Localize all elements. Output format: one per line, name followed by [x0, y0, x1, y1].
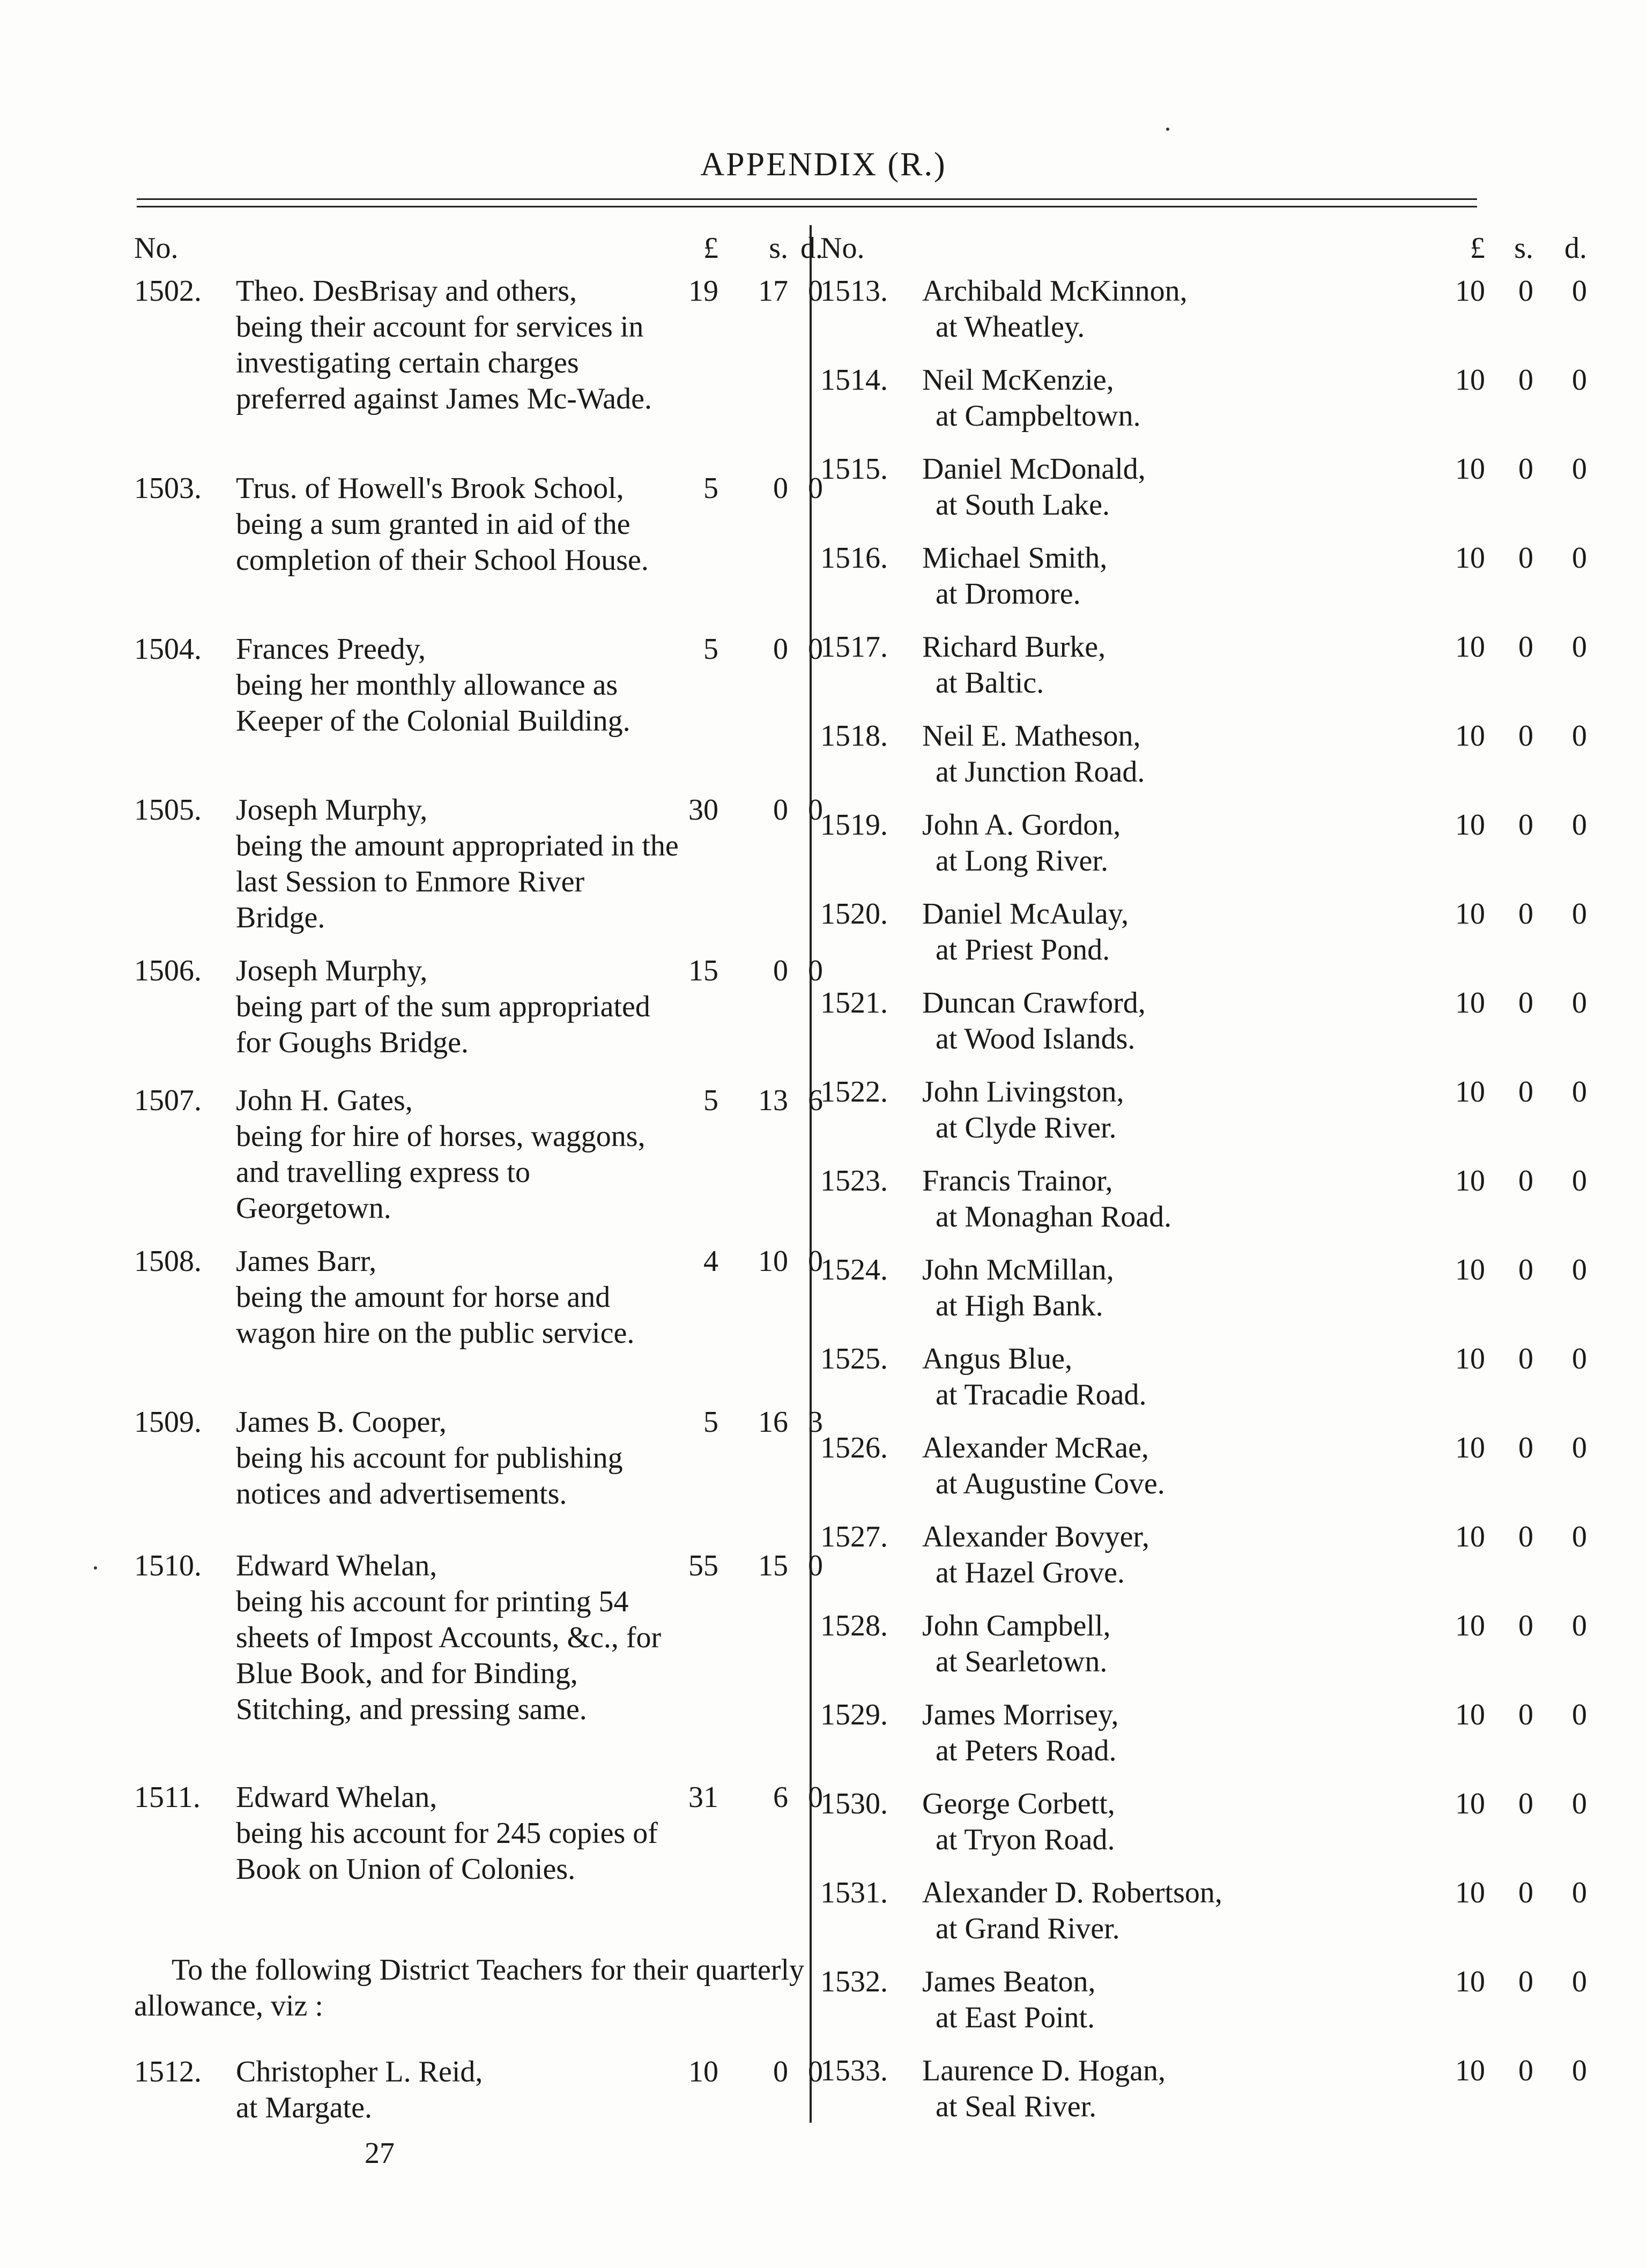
- entry-number: 1529.: [820, 1698, 888, 1731]
- entry-number: 1507.: [134, 1084, 202, 1117]
- entry-shillings: 0: [1518, 719, 1533, 753]
- header-pence: d.: [1564, 232, 1587, 265]
- entry-description: at Tryon Road.: [936, 1823, 1115, 1856]
- entry-pence: 3: [808, 1406, 823, 1439]
- entry-shillings: 0: [1518, 1431, 1533, 1464]
- entry-payee: James B. Cooper,: [236, 1406, 447, 1439]
- entry-number: 1514.: [820, 363, 888, 397]
- entry-description: at Junction Road.: [936, 755, 1145, 789]
- entry-pence: 0: [1572, 1520, 1587, 1553]
- entry-number: 1510.: [134, 1549, 202, 1582]
- entry-pence: 0: [1572, 1164, 1587, 1198]
- entry-payee: Francis Trainor,: [922, 1164, 1113, 1198]
- entry-shillings: 0: [773, 2055, 788, 2088]
- entry-description: being his account for printing 54 sheets of Impost Accounts, &c., for Blue Book, and for Binding, Stitching, and pressing same.: [236, 1585, 662, 1726]
- entry-number: 1522.: [820, 1075, 888, 1109]
- entry-shillings: 0: [773, 793, 788, 827]
- entry-description: at Campbeltown.: [936, 399, 1141, 433]
- entry-number: 1519.: [820, 808, 888, 842]
- entry-number: 1517.: [820, 630, 888, 664]
- entry-shillings: 0: [1518, 1609, 1533, 1642]
- entry-description: being for hire of horses, waggons, and travelling express to Georgetown.: [236, 1120, 646, 1225]
- entry-pence: 0: [1572, 1609, 1587, 1642]
- entry-description: at Margate.: [236, 2091, 372, 2124]
- entry-payee: Edward Whelan,: [236, 1781, 437, 1814]
- entry-pounds: 5: [703, 1084, 718, 1117]
- entry-pounds: 19: [688, 274, 718, 308]
- entry-description: at Clyde River.: [936, 1111, 1117, 1144]
- page-title: APPENDIX (R.): [700, 146, 947, 183]
- entry-pounds: 55: [688, 1549, 718, 1582]
- header-pounds: £: [1470, 232, 1485, 265]
- entry-shillings: 17: [758, 274, 788, 308]
- entry-pence: 0: [808, 1781, 823, 1814]
- entry-description: at Dromore.: [936, 577, 1081, 611]
- entry-payee: John H. Gates,: [236, 1084, 413, 1117]
- left-column-header: [134, 230, 823, 268]
- entry-number: 1509.: [134, 1406, 202, 1439]
- entry-description: at Tracadie Road.: [936, 1378, 1147, 1411]
- entry-description: at Hazel Grove.: [936, 1556, 1125, 1589]
- entry-description: at Grand River.: [936, 1912, 1120, 1945]
- entry-payee: Alexander McRae,: [922, 1431, 1149, 1464]
- entry-pounds: 30: [688, 793, 718, 827]
- entry-number: 1515.: [820, 452, 888, 486]
- entry-description: being the amount for horse and wagon hire on the public service.: [236, 1281, 635, 1350]
- entry-pounds: 5: [703, 633, 718, 666]
- entry-pounds: 10: [1455, 1787, 1485, 1820]
- entry-pounds: 10: [1455, 1965, 1485, 1998]
- entry-shillings: 0: [1518, 274, 1533, 308]
- entry-payee: Richard Burke,: [922, 630, 1106, 664]
- right-column-header: [820, 230, 1587, 268]
- double-rule-top: [137, 198, 1477, 200]
- entry-pounds: 10: [1455, 541, 1485, 575]
- entry-pounds: 4: [703, 1245, 718, 1278]
- entry-shillings: 0: [1518, 1965, 1533, 1998]
- entry-payee: Angus Blue,: [922, 1342, 1072, 1375]
- entry-number: 1528.: [820, 1609, 888, 1642]
- entry-pence: 0: [1572, 1253, 1587, 1287]
- entry-description: at Long River.: [936, 844, 1108, 878]
- entry-pence: 0: [1572, 1698, 1587, 1731]
- entry-shillings: 13: [758, 1084, 788, 1117]
- entry-number: 1511.: [134, 1781, 201, 1814]
- entry-pence: 0: [1572, 897, 1587, 931]
- entry-payee: Neil McKenzie,: [922, 363, 1114, 397]
- ink-speck: [1166, 128, 1169, 131]
- entry-shillings: 10: [758, 1245, 788, 1278]
- entry-description: being the amount appropriated in the last Session to Enmore River Bridge.: [236, 829, 679, 934]
- entry-number: 1523.: [820, 1164, 888, 1198]
- entry-shillings: 0: [1518, 1342, 1533, 1375]
- header-no: No.: [134, 232, 179, 265]
- entry-pounds: 10: [1455, 1698, 1485, 1731]
- entry-payee: Alexander Bovyer,: [922, 1520, 1149, 1553]
- entry-shillings: 0: [1518, 1520, 1533, 1553]
- entry-payee: Daniel McDonald,: [922, 452, 1146, 486]
- entry-number: 1521.: [820, 986, 888, 1020]
- entry-pence: 0: [1572, 719, 1587, 753]
- entry-pence: 0: [1572, 808, 1587, 842]
- entry-description: at Priest Pond.: [936, 933, 1110, 966]
- entry-number: 1506.: [134, 954, 202, 987]
- entry-pounds: 10: [688, 2055, 718, 2088]
- entry-pence: 0: [1572, 363, 1587, 397]
- entry-shillings: 6: [773, 1781, 788, 1814]
- entry-payee: Daniel McAulay,: [922, 897, 1129, 931]
- entry-shillings: 0: [1518, 1876, 1533, 1909]
- entry-description: at Augustine Cove.: [936, 1467, 1165, 1500]
- entry-shillings: 0: [1518, 897, 1533, 931]
- entry-number: 1525.: [820, 1342, 888, 1375]
- entry-payee: James Barr,: [236, 1245, 377, 1278]
- entry-shillings: 0: [1518, 1075, 1533, 1109]
- entry-number: 1504.: [134, 633, 202, 666]
- entry-description: being his account for 245 copies of Book on Union of Colonies.: [236, 1817, 658, 1886]
- entry-shillings: 0: [1518, 452, 1533, 486]
- entry-pence: 0: [808, 1549, 823, 1582]
- entry-payee: Theo. DesBrisay and others,: [236, 274, 577, 308]
- entry-pence: 6: [808, 1084, 823, 1117]
- entry-pence: 0: [808, 793, 823, 827]
- entry-payee: John A. Gordon,: [922, 808, 1121, 842]
- entry-description: at Peters Road.: [936, 1734, 1117, 1767]
- entry-pence: 0: [808, 472, 823, 505]
- entry-pounds: 10: [1455, 808, 1485, 842]
- header-pence: d.: [800, 232, 823, 265]
- entry-pence: 0: [1572, 1431, 1587, 1464]
- entry-number: 1518.: [820, 719, 888, 753]
- entry-pounds: 10: [1455, 1075, 1485, 1109]
- header-shillings: s.: [769, 232, 788, 265]
- entry-payee: Michael Smith,: [922, 541, 1108, 575]
- entry-number: 1533.: [820, 2054, 888, 2087]
- entry-number: 1512.: [134, 2055, 202, 2088]
- entry-payee: Archibald McKinnon,: [922, 274, 1188, 308]
- entry-pence: 0: [1572, 1876, 1587, 1909]
- entry-shillings: 15: [758, 1549, 788, 1582]
- entry-pounds: 10: [1455, 1164, 1485, 1198]
- entry-pence: 0: [1572, 541, 1587, 575]
- entry-pence: 0: [1572, 1075, 1587, 1109]
- entry-description: at East Point.: [936, 2001, 1095, 2034]
- entry-pence: 0: [1572, 1787, 1587, 1820]
- entry-payee: Trus. of Howell's Brook School,: [236, 472, 624, 505]
- entry-pounds: 5: [703, 472, 718, 505]
- entry-shillings: 0: [1518, 2054, 1533, 2087]
- entry-pounds: 10: [1455, 1253, 1485, 1287]
- entry-pounds: 10: [1455, 1342, 1485, 1375]
- entry-payee: John Livingston,: [922, 1075, 1124, 1109]
- entry-description: being her monthly allowance as Keeper of the Colonial Building.: [236, 668, 630, 738]
- entry-shillings: 0: [1518, 986, 1533, 1020]
- entry-description: being part of the sum appropriated for Goughs Bridge.: [236, 990, 650, 1059]
- entry-description: being his account for publishing notices and advertisements.: [236, 1441, 623, 1511]
- entry-description: at High Bank.: [936, 1289, 1103, 1322]
- entry-pounds: 10: [1455, 1609, 1485, 1642]
- entry-shillings: 0: [1518, 1253, 1533, 1287]
- entry-number: 1502.: [134, 274, 202, 308]
- entry-pounds: 10: [1455, 1876, 1485, 1909]
- entry-payee: Alexander D. Robertson,: [922, 1876, 1222, 1909]
- entry-pence: 0: [1572, 2054, 1587, 2087]
- entry-number: 1531.: [820, 1876, 888, 1909]
- entry-pounds: 10: [1455, 1520, 1485, 1553]
- entry-shillings: 0: [1518, 1698, 1533, 1731]
- entry-pence: 0: [808, 274, 823, 308]
- entry-payee: Duncan Crawford,: [922, 986, 1146, 1020]
- entry-pounds: 10: [1455, 897, 1485, 931]
- entry-pounds: 5: [703, 1406, 718, 1439]
- entry-number: 1516.: [820, 541, 888, 575]
- entry-shillings: 0: [773, 472, 788, 505]
- header-pounds: £: [703, 232, 718, 265]
- entry-shillings: 16: [758, 1406, 788, 1439]
- entry-number: 1505.: [134, 793, 202, 827]
- entry-number: 1503.: [134, 472, 202, 505]
- entry-pounds: 10: [1455, 986, 1485, 1020]
- entry-payee: Frances Preedy,: [236, 633, 426, 666]
- entry-pence: 0: [1572, 986, 1587, 1020]
- entry-number: 1524.: [820, 1253, 888, 1287]
- entry-shillings: 0: [1518, 363, 1533, 397]
- entry-shillings: 0: [1518, 1787, 1533, 1820]
- entry-pence: 0: [1572, 452, 1587, 486]
- entry-pence: 0: [808, 633, 823, 666]
- entry-number: 1532.: [820, 1965, 888, 1998]
- district-teachers-intro: To the following District Teachers for their quarterly allowance, viz :: [134, 1953, 804, 2022]
- entry-pence: 0: [1572, 630, 1587, 664]
- entry-description: at Baltic.: [936, 666, 1044, 700]
- entry-payee: John Campbell,: [922, 1609, 1111, 1642]
- entry-shillings: 0: [773, 633, 788, 666]
- entry-description: at Monaghan Road.: [936, 1200, 1172, 1233]
- entry-payee: Joseph Murphy,: [236, 954, 428, 987]
- entry-number: 1508.: [134, 1245, 202, 1278]
- entry-number: 1530.: [820, 1787, 888, 1820]
- entry-shillings: 0: [773, 954, 788, 987]
- entry-description: being a sum granted in aid of the completion of their School House.: [236, 508, 649, 577]
- entry-number: 1526.: [820, 1431, 888, 1464]
- entry-number: 1527.: [820, 1520, 888, 1553]
- entry-payee: George Corbett,: [922, 1787, 1115, 1820]
- entry-pounds: 10: [1455, 1431, 1485, 1464]
- entry-payee: Edward Whelan,: [236, 1549, 437, 1582]
- entry-shillings: 0: [1518, 1164, 1533, 1198]
- entry-payee: John McMillan,: [922, 1253, 1114, 1287]
- header-shillings: s.: [1514, 232, 1533, 265]
- entry-pounds: 15: [688, 954, 718, 987]
- entry-pounds: 10: [1455, 452, 1485, 486]
- entry-payee: James Morrisey,: [922, 1698, 1119, 1731]
- entry-pence: 0: [1572, 274, 1587, 308]
- entry-pounds: 10: [1455, 274, 1485, 308]
- entry-payee: Joseph Murphy,: [236, 793, 428, 827]
- entry-payee: Christopher L. Reid,: [236, 2055, 483, 2088]
- entry-description: at Wheatley.: [936, 310, 1085, 344]
- column-divider: [810, 225, 812, 2123]
- entry-pence: 0: [1572, 1965, 1587, 1998]
- entry-shillings: 0: [1518, 541, 1533, 575]
- entry-pounds: 10: [1455, 719, 1485, 753]
- page-number: 27: [365, 2137, 395, 2170]
- entry-payee: James Beaton,: [922, 1965, 1096, 1998]
- ink-speck: [94, 1566, 97, 1570]
- entry-pence: 0: [808, 2055, 823, 2088]
- entry-description: at Searletown.: [936, 1645, 1108, 1678]
- entry-payee: Laurence D. Hogan,: [922, 2054, 1166, 2087]
- entry-payee: Neil E. Matheson,: [922, 719, 1141, 753]
- header-no: No.: [820, 232, 865, 265]
- entry-pence: 0: [808, 954, 823, 987]
- entry-pounds: 10: [1455, 363, 1485, 397]
- entry-number: 1513.: [820, 274, 888, 308]
- entry-pence: 0: [808, 1245, 823, 1278]
- entry-description: at Wood Islands.: [936, 1022, 1136, 1055]
- entry-pounds: 10: [1455, 2054, 1485, 2087]
- entry-description: at South Lake.: [936, 488, 1110, 522]
- entry-pounds: 10: [1455, 630, 1485, 664]
- entry-description: being their account for services in investigating certain charges preferred against James Mc-Wade.: [236, 310, 652, 415]
- entry-shillings: 0: [1518, 808, 1533, 842]
- double-rule-bottom: [137, 206, 1477, 207]
- entry-description: at Seal River.: [936, 2090, 1097, 2123]
- entry-shillings: 0: [1518, 630, 1533, 664]
- entry-pence: 0: [1572, 1342, 1587, 1375]
- entry-pounds: 31: [688, 1781, 718, 1814]
- entry-number: 1520.: [820, 897, 888, 931]
